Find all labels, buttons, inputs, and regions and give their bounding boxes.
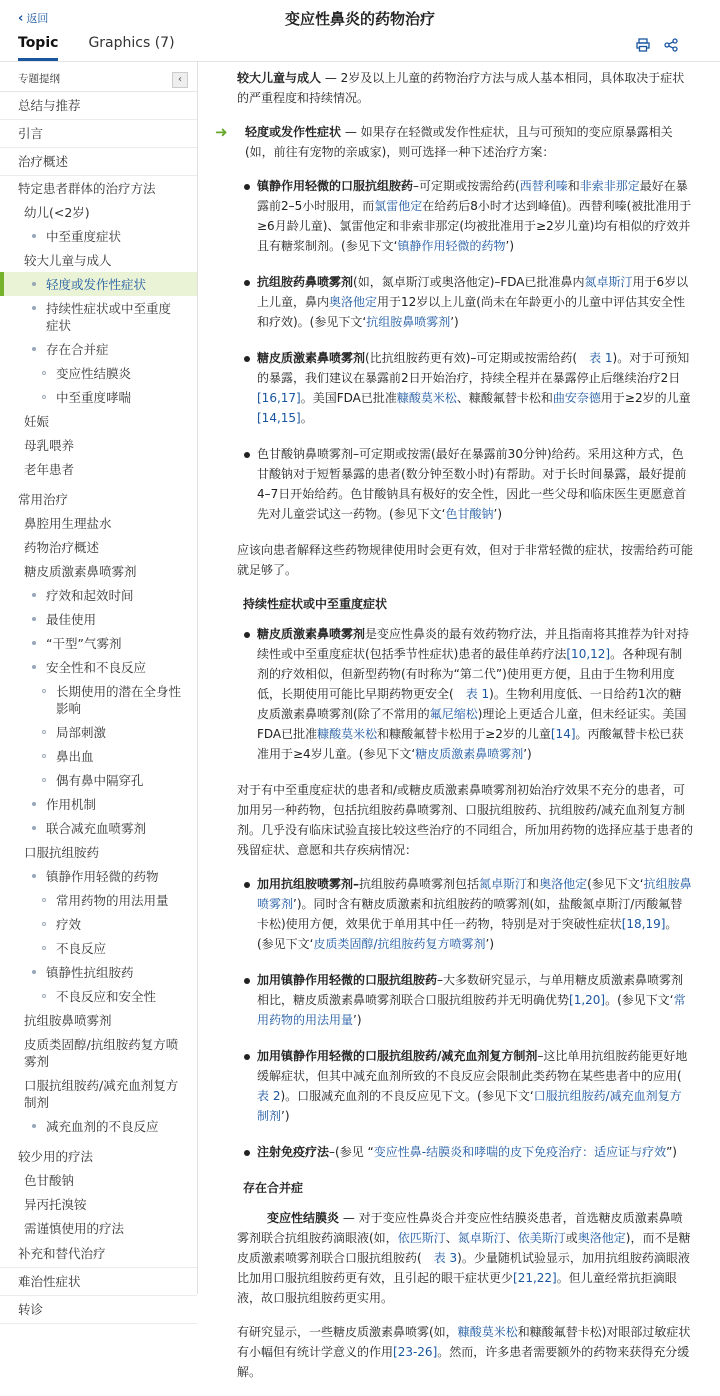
sidebar-item-label: 镇静性抗组胺药: [46, 965, 134, 980]
sidebar-item-label: 不良反应: [56, 941, 107, 956]
bullet-icon: [42, 371, 46, 375]
sidebar-item[interactable]: [0, 535, 197, 559]
bullet-icon: [32, 970, 36, 974]
item-lead: 镇静作用轻微的口服抗组胺药: [257, 179, 414, 193]
bullet-icon: [32, 306, 36, 310]
text: )。生物利用度低、一日给药1次的糖皮质激素鼻喷雾剂(除了不常用的: [257, 687, 682, 721]
text: 用于12岁以上儿童(尚未在年龄更小的儿童中评估其安全性和疗效)。(参见下文‘: [257, 295, 685, 329]
sidebar-item[interactable]: [0, 655, 197, 679]
sidebar-item-label: 疗效: [56, 917, 82, 932]
bullet-icon: [42, 946, 46, 950]
sidebar-item-label: 抗组胺鼻喷雾剂: [24, 1013, 112, 1028]
sidebar-item[interactable]: [0, 487, 197, 511]
drug-link[interactable]: 氮卓斯汀: [479, 877, 528, 891]
sidebar-item[interactable]: [0, 984, 197, 1008]
text: ”): [666, 1145, 677, 1159]
outline-header: [0, 62, 197, 92]
section-heading: 持续性症状或中至重度症状: [243, 597, 388, 611]
section-lead: 轻度或发作性症状: [245, 125, 342, 139]
sidebar-item-label: 特定患者群体的治疗方法: [18, 181, 156, 196]
sidebar-item[interactable]: [0, 1032, 197, 1073]
bullet-icon: [42, 994, 46, 998]
list-item: [257, 348, 693, 428]
sidebar-item[interactable]: [0, 816, 197, 840]
section-link[interactable]: 抗组胺鼻喷雾剂: [366, 315, 451, 329]
sidebar-item-label: 引言: [18, 126, 44, 141]
text: 。然而，许多患者需要额外的药物来获得充分缓解。: [237, 1345, 690, 1379]
sidebar-item-label: “干型”气雾剂: [46, 636, 122, 651]
text: –(参见 “: [329, 1145, 374, 1159]
drug-link[interactable]: 奥洛他定: [539, 877, 588, 891]
sidebar-item[interactable]: [0, 744, 197, 768]
bullet-icon: [32, 593, 36, 597]
text: ’): [523, 747, 532, 761]
sidebar-item[interactable]: [0, 92, 197, 120]
sidebar-item-label: 持续性症状或中至重度症状: [46, 301, 172, 333]
section-link[interactable]: 皮质类固醇/抗组胺药复方喷雾剂: [313, 937, 486, 951]
sidebar-item[interactable]: [0, 720, 197, 744]
bullet-icon: [42, 689, 46, 693]
sidebar-item[interactable]: [0, 120, 197, 148]
item-lead: 注射免疫疗法: [257, 1145, 330, 1159]
bullet-icon: [42, 395, 46, 399]
text: 和糠酸氟替卡松用于≥2岁的儿童: [377, 727, 551, 741]
list-item: [257, 624, 693, 764]
drug-link[interactable]: 西替利嗪: [519, 179, 568, 193]
sidebar-item-label: 存在合并症: [46, 342, 109, 357]
sidebar-item[interactable]: [0, 840, 197, 864]
drug-link[interactable]: 奥洛他定: [577, 1231, 626, 1245]
reference-link[interactable]: [14]: [550, 727, 576, 741]
list-item: [257, 1142, 693, 1162]
page-title: 变应性鼻炎的药物治疗: [284, 10, 435, 28]
text: )。少量随机试验显示，加用抗组胺药滴眼液比加用口服抗组胺药更有效，且引起的眼干症状更少: [237, 1251, 690, 1285]
bullet-icon: [32, 665, 36, 669]
bullet-icon: [32, 641, 36, 645]
sidebar-item-label: 最佳使用: [46, 612, 97, 627]
sidebar-item[interactable]: [0, 409, 197, 433]
text: 。丙酸氟替卡松已获准用于≥4岁儿童。(参见下文‘: [257, 727, 684, 761]
top-header: [0, 0, 720, 62]
print-icon[interactable]: [636, 38, 650, 52]
topic-link[interactable]: 变应性鼻-结膜炎和哮喘的皮下免疫治疗：适应证与疗效: [373, 1145, 667, 1159]
header-actions: [636, 38, 678, 52]
sidebar-item[interactable]: [0, 224, 197, 248]
sidebar-item-label: 补充和替代治疗: [18, 1246, 106, 1261]
section-link[interactable]: 口服抗组胺药/减充血剂复方制剂: [257, 1089, 682, 1123]
sidebar-item-label: 作用机制: [46, 797, 97, 812]
drug-link[interactable]: 依美斯汀: [517, 1231, 566, 1245]
table-link[interactable]: 表 3: [433, 1251, 458, 1265]
list-item: [257, 874, 693, 954]
sidebar-item[interactable]: [0, 1008, 197, 1032]
bullet-icon: [32, 282, 36, 286]
sidebar-item[interactable]: [0, 1073, 197, 1114]
drug-link[interactable]: 糠酸莫米松: [457, 1325, 518, 1339]
bullet-icon: [32, 347, 36, 351]
sidebar-item[interactable]: [0, 457, 197, 481]
sidebar-item-label: 老年患者: [24, 462, 75, 477]
sidebar-item-label: 需谨慎使用的疗法: [24, 1221, 125, 1236]
tab-bar: [18, 35, 175, 61]
drug-link[interactable]: 奥洛他定: [329, 295, 378, 309]
table-link[interactable]: 表 1: [589, 351, 613, 365]
chevron-left-icon: ‹: [18, 10, 24, 26]
text: 用于≥2岁的儿童: [600, 391, 691, 405]
text: 是变应性鼻炎的最有效药物疗法，并且指南将其推荐为针对持续性或中至重度症状(包括季节性症状)患者的最佳单药疗法: [257, 627, 690, 661]
sidebar-item[interactable]: [0, 631, 197, 655]
bullet-icon: [32, 874, 36, 878]
text: — 如果存在轻微或发作性症状，且与可预知的变应原暴露相关(如，前往有宠物的亲戚家)，则可选择一种下述治疗方案：: [245, 125, 673, 159]
text: )，而不是糖皮质激素喷雾剂联合口服抗组胺药(: [237, 1231, 691, 1265]
bullet-icon: [42, 778, 46, 782]
sidebar-item-label: 治疗概述: [18, 154, 69, 169]
item-lead: 加用镇静作用轻微的口服抗组胺药: [257, 973, 438, 987]
text: 抗组胺药鼻喷雾剂包括: [359, 877, 480, 891]
drug-link[interactable]: 曲安奈德: [552, 391, 601, 405]
sidebar-item-label: 镇静作用轻微的药物: [46, 869, 159, 884]
sidebar-item[interactable]: [0, 433, 197, 457]
section-link[interactable]: 常用药物的用法用量: [257, 993, 686, 1027]
text: (比抗组胺药更有效)–可定期或按需给药(: [365, 351, 590, 365]
sidebar-item[interactable]: [0, 1240, 197, 1268]
list-item: [257, 1046, 693, 1126]
sidebar-item-label: 鼻出血: [56, 749, 94, 764]
list-item: [257, 272, 693, 332]
paragraph-current: [215, 122, 693, 162]
text: –大多数研究显示，与单用糖皮质激素鼻喷雾剂相比，糖皮质激素鼻喷雾剂联合口服抗组胺药并无明确优势: [257, 973, 684, 1007]
text: ’): [450, 315, 459, 329]
sidebar-item[interactable]: [0, 1296, 197, 1324]
table-link[interactable]: 表 1: [465, 687, 490, 701]
reference-link[interactable]: [1,20]: [569, 993, 606, 1007]
drug-link[interactable]: 糠酸莫米松: [317, 727, 378, 741]
drug-link[interactable]: 氮卓斯汀: [457, 1231, 506, 1245]
sidebar-item-label: 疗效和起效时间: [46, 588, 134, 603]
sidebar-item[interactable]: [0, 912, 197, 936]
sidebar-item-label: 皮质类固醇/抗组胺药复方喷雾剂: [24, 1037, 179, 1069]
text: )理论上更适合儿童，但未经证实。美国FDA已批准: [257, 707, 687, 741]
sidebar-item-label: 异丙托溴铵: [24, 1197, 87, 1212]
table-link[interactable]: 表 2: [257, 1089, 281, 1103]
sidebar-item[interactable]: [0, 272, 197, 296]
collapse-sidebar-button[interactable]: ‹: [172, 72, 188, 88]
sidebar-item-label: 口服抗组胺药: [24, 845, 100, 860]
sidebar-item[interactable]: [0, 296, 197, 337]
section-heading: 存在合并症: [243, 1181, 304, 1195]
sidebar-item-label: 联合减充血喷雾剂: [46, 821, 147, 836]
back-label: 返回: [26, 12, 49, 25]
item-lead: 加用镇静作用轻微的口服抗组胺药/减充血剂复方制剂: [257, 1049, 538, 1063]
text: ’): [281, 1109, 290, 1123]
sidebar-item[interactable]: [0, 936, 197, 960]
paragraph: [237, 1322, 693, 1382]
text: 色甘酸钠鼻喷雾剂–可定期或按需(最好在暴露前30分钟)给药。采用这种方式，色甘酸钠对于短暂暴露的患者(数分钟至数小时)有帮助。对于长时间暴露，最好提前4–7日开始给药。色甘酸钠具有极好的安全性，因此一些父母和临床医生更愿意首先对儿童尝试这一药物。(参见下文‘: [257, 447, 687, 521]
sidebar-item-label: 妊娠: [24, 414, 50, 429]
sidebar-item-label: 色甘酸钠: [24, 1173, 75, 1188]
sidebar-item-label: 中至重度症状: [46, 229, 122, 244]
outline-list: [0, 92, 197, 1324]
text: 。美国FDA已批准: [300, 391, 397, 405]
bullet-icon: [42, 922, 46, 926]
sidebar-item[interactable]: [0, 176, 197, 200]
sidebar-item-label: 糖皮质激素鼻喷雾剂: [24, 564, 137, 579]
text: ’): [353, 1013, 362, 1027]
list-item: [257, 970, 693, 1030]
paragraph: [237, 68, 693, 108]
sidebar-item-label: 不良反应和安全性: [56, 989, 157, 1004]
sidebar-item[interactable]: [0, 1144, 197, 1168]
bullet-icon: [42, 730, 46, 734]
sidebar-item-label: 减充血剂的不良反应: [46, 1119, 159, 1134]
sidebar-item[interactable]: [0, 361, 197, 385]
text: 。但儿童经常抗拒滴眼液，故口服抗组胺药更实用。: [237, 1271, 677, 1305]
sidebar-item[interactable]: [0, 864, 197, 888]
sidebar-item-label: 安全性和不良反应: [46, 660, 147, 675]
sidebar-item-label: 局部刺激: [56, 725, 107, 740]
sidebar-item-label: 轻度或发作性症状: [46, 277, 147, 292]
text: 、: [505, 1231, 518, 1245]
list-item: [257, 176, 693, 256]
bullet-icon: [32, 234, 36, 238]
add-on-list: [237, 874, 693, 1162]
section-link[interactable]: 镇静作用轻微的药物: [397, 239, 506, 253]
share-icon[interactable]: [664, 38, 678, 52]
treatment-options-list: [237, 176, 693, 524]
tab-topic[interactable]: Topic: [18, 35, 58, 61]
sidebar-item[interactable]: [0, 1268, 197, 1296]
sidebar-item[interactable]: [0, 768, 197, 792]
arrow-right-icon: ➜: [215, 123, 228, 141]
sidebar-item-label: 药物治疗概述: [24, 540, 100, 555]
sidebar-item-label: 常用药物的用法用量: [56, 893, 169, 908]
text: )。对于可预知的暴露，我们建议在暴露前2日开始治疗，持续全程并在暴露停止后继续治疗2日: [257, 351, 690, 385]
text: 最好在暴露前2–5小时服用，而: [257, 179, 688, 213]
bullet-icon: [42, 898, 46, 902]
sidebar-item-label: 转诊: [18, 1302, 44, 1317]
sidebar-item[interactable]: [0, 248, 197, 272]
bullet-icon: [32, 802, 36, 806]
persistent-list: [237, 624, 693, 764]
sidebar-item[interactable]: [0, 1114, 197, 1138]
reference-link[interactable]: [10,12]: [566, 647, 611, 661]
drug-link[interactable]: 氟尼缩松: [429, 707, 478, 721]
drug-link[interactable]: 依匹斯汀: [397, 1231, 446, 1245]
drug-link[interactable]: 氮卓斯汀: [584, 275, 633, 289]
text: (如，氮卓斯汀或奥洛他定)–FDA已批准鼻内: [353, 275, 585, 289]
paragraph: 对于有中至重度症状的患者和/或糖皮质激素鼻喷雾剂初始治疗效果不充分的患者，可加用另一种药物，包括抗组胺药鼻喷雾剂、口服抗组胺药、抗组胺药/减充血剂复方制剂。几乎没有临床试验直接比较这些治疗的不同组合，所加用药物的选择应基于患者的残留症状、意愿和共存疾病情况：: [237, 783, 694, 857]
sidebar-item[interactable]: [0, 511, 197, 535]
reference-link[interactable]: [23-26]: [393, 1345, 438, 1359]
sidebar-item[interactable]: [0, 1216, 197, 1240]
sidebar-item-label: 母乳喂养: [24, 438, 75, 453]
sidebar-item[interactable]: [0, 337, 197, 361]
tab-graphics[interactable]: Graphics (7): [88, 35, 175, 51]
text: ’): [485, 937, 495, 951]
sidebar-item[interactable]: [0, 1168, 197, 1192]
item-lead: 加用抗组胺喷雾剂–: [257, 877, 360, 891]
text: 或: [565, 1231, 578, 1245]
text: 。(参见下文‘: [257, 917, 678, 951]
paragraph: [237, 1208, 693, 1308]
text: 和: [567, 179, 580, 193]
drug-link[interactable]: 糠酸莫米松: [396, 391, 457, 405]
item-lead: 抗组胺药鼻喷雾剂: [257, 275, 354, 289]
text: 、: [445, 1231, 458, 1245]
reference-link[interactable]: [16,17]: [257, 391, 301, 405]
text: (参见下文‘: [587, 877, 644, 891]
text: 、糠酸氟替卡松和: [456, 391, 553, 405]
sidebar-item-label: 中至重度哮喘: [56, 390, 132, 405]
topic-outline-sidebar: [0, 62, 198, 1317]
sidebar-item-label: 常用治疗: [18, 492, 69, 507]
sidebar-item[interactable]: [0, 148, 197, 176]
bullet-icon: [32, 1124, 36, 1128]
paragraph: 应该向患者解释这些药物规律使用时会更有效，但对于非常轻微的症状，按需给药可能就足够了。: [237, 543, 694, 577]
sidebar-item-label: 长期使用的潜在全身性影响: [56, 684, 182, 716]
section-lead: 较大儿童与成人: [237, 71, 322, 85]
bullet-icon: [32, 617, 36, 621]
sidebar-item[interactable]: [0, 583, 197, 607]
text: ’)。同时含有糖皮质激素和抗组胺药的喷雾剂(如，盐酸氮卓斯汀/丙酸氟替卡松)使用方便，效果优于单用其中任一药物，特别是对于突破性症状: [257, 897, 683, 931]
reference-link[interactable]: [18,19]: [621, 917, 666, 931]
sidebar-item[interactable]: [0, 200, 197, 224]
sidebar-item-label: 偶有鼻中隔穿孔: [56, 773, 144, 788]
text: 有研究显示，一些糖皮质激素鼻喷雾(如，: [237, 1325, 458, 1339]
drug-link[interactable]: 氯雷他定: [374, 199, 423, 213]
text: –这比单用抗组胺药能更好地缓解症状，但其中减充血剂所致的不良反应会限制此类药物在某些患者中的应用(: [257, 1049, 694, 1083]
sidebar-item[interactable]: [0, 607, 197, 631]
bullet-icon: [42, 754, 46, 758]
item-lead: 变应性结膜炎: [267, 1211, 340, 1225]
sidebar-item[interactable]: [0, 679, 197, 720]
item-lead: 糖皮质激素鼻喷雾剂: [257, 627, 366, 641]
sidebar-item[interactable]: [0, 1192, 197, 1216]
section-link[interactable]: 抗组胺鼻喷雾剂: [257, 877, 692, 911]
sidebar-item-label: 口服抗组胺药/减充血剂复方制剂: [24, 1078, 179, 1110]
text: ’): [505, 239, 515, 253]
sidebar-item-label: 变应性结膜炎: [56, 366, 132, 381]
text: 在给药后8小时才达到峰值)。西替利嗪(被批准用于≥6月龄儿童)、氯雷他定和非索非那定(均被批准用于≥2岁儿童)均有相似的疗效并且有糖浆制剂。(参见下文‘: [257, 199, 692, 253]
text: — 2岁及以上儿童的药物治疗方法与成人基本相同，具体取决于症状的严重程度和持续情况。: [237, 71, 685, 105]
text: )。口服减充血剂的不良反应见下文。(参见下文‘: [280, 1089, 534, 1103]
list-item: [257, 444, 693, 524]
sidebar-item-label: 鼻腔用生理盐水: [24, 516, 112, 531]
outline-heading: 专题提纲: [18, 73, 60, 85]
text: 。: [300, 411, 313, 425]
sidebar-item[interactable]: [0, 960, 197, 984]
bullet-icon: [32, 826, 36, 830]
sidebar-item[interactable]: [0, 559, 197, 583]
reference-link[interactable]: [14,15]: [257, 411, 301, 425]
sidebar-item-label: 幼儿(<2岁): [24, 205, 90, 220]
sidebar-item[interactable]: [0, 792, 197, 816]
sidebar-item[interactable]: [0, 888, 197, 912]
sidebar-item-label: 较少用的疗法: [18, 1149, 94, 1164]
text: 和糠酸氟替卡松)对眼部过敏症状有小幅但有统计学意义的作用: [237, 1325, 691, 1359]
text: 。(参见下文‘: [605, 993, 674, 1007]
sidebar-item-label: 较大儿童与成人: [24, 253, 112, 268]
sidebar-item-label: 难治性症状: [18, 1274, 81, 1289]
text: 。各种现有制剂的疗效相似，但新型药物(有时称为“第二代”)使用更方便，且由于生物利用度低，长期使用可能比早期药物更安全(: [257, 647, 683, 701]
sidebar-item[interactable]: [0, 385, 197, 409]
sidebar-item-label: 总结与推荐: [18, 98, 81, 113]
article-body: [215, 68, 694, 1396]
text: 和: [527, 877, 540, 891]
drug-link[interactable]: 非索非那定: [579, 179, 640, 193]
reference-link[interactable]: [21,22]: [513, 1271, 557, 1285]
text: 用于6岁以上儿童，鼻内: [257, 275, 689, 309]
text: ’): [493, 507, 503, 521]
text: –可定期或按需给药(: [413, 179, 520, 193]
section-link[interactable]: 糖皮质激素鼻喷雾剂: [415, 747, 524, 761]
text: — 对于变应性鼻炎合并变应性结膜炎患者，首选糖皮质激素鼻喷雾剂联合抗组胺药滴眼液(如，: [237, 1211, 683, 1245]
item-lead: 糖皮质激素鼻喷雾剂: [257, 351, 366, 365]
section-link[interactable]: 色甘酸钠: [445, 507, 494, 521]
